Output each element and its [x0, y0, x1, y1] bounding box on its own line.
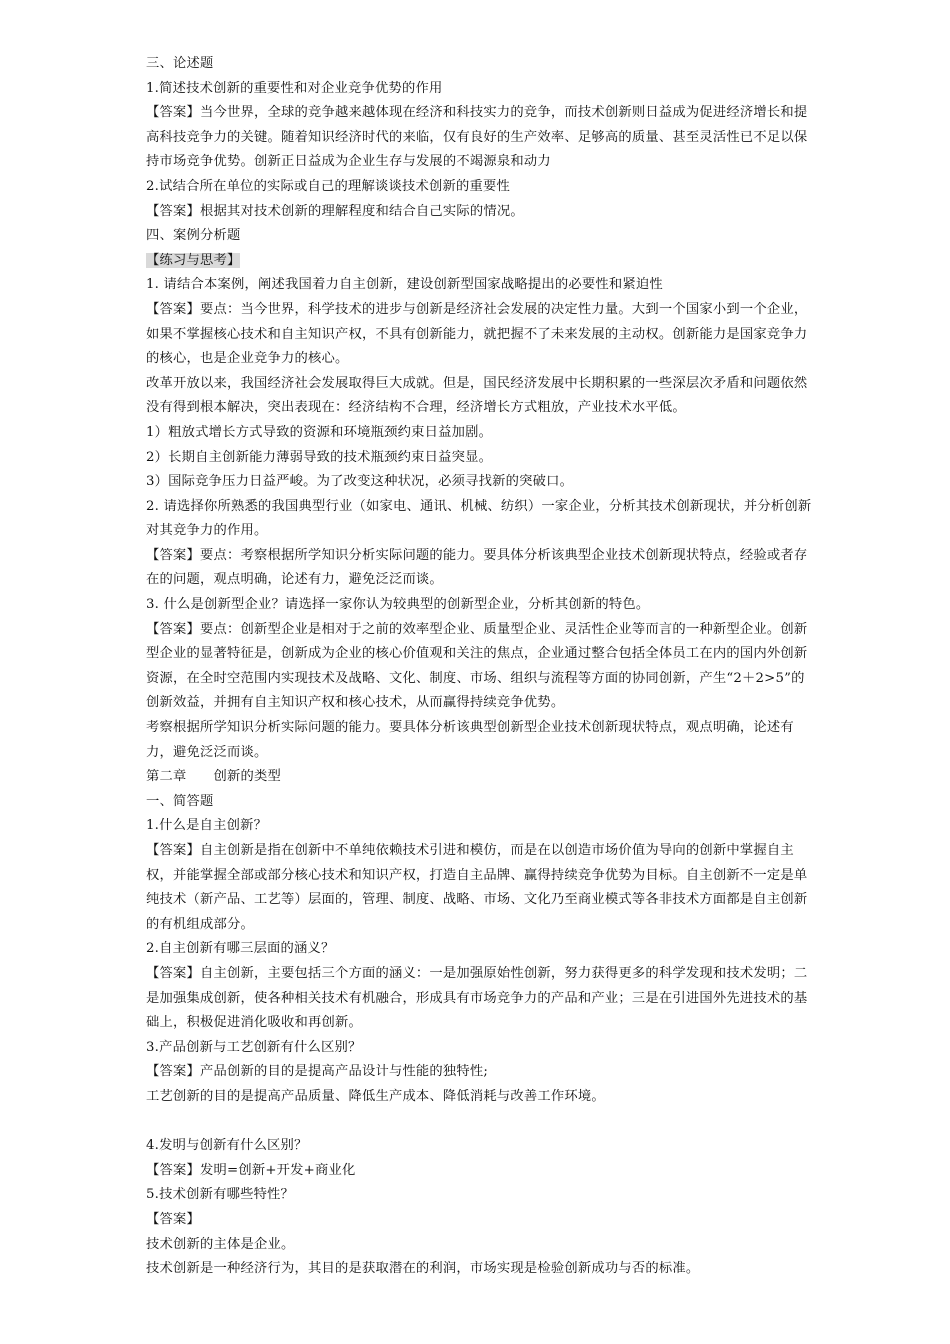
paragraph: 技术创新的主体是企业。: [146, 1236, 295, 1252]
question: 3. 什么是创新型企业？请选择一家你认为较典型的创新型企业，分析其创新的特色。: [146, 597, 650, 613]
list-item: 2）长期自主创新能力薄弱导致的技术瓶颈约束日益突显。: [146, 449, 493, 465]
paragraph: 考察根据所学知识分析实际问题的能力。要具体分析该典型创新型企业技术创新现状特点，观点明确，论述有力，避免泛泛而谈。: [146, 720, 794, 760]
question: 2.试结合所在单位的实际或自己的理解谈谈技术创新的重要性: [146, 178, 511, 194]
section-heading: 三、论述题: [146, 56, 214, 71]
answer: 【答案】发明=创新+开发+商业化: [146, 1162, 356, 1178]
list-item: 1）粗放式增长方式导致的资源和环境瓶颈约束日益加剧。: [146, 424, 493, 440]
answer: 【答案】自主创新，主要包括三个方面的涵义：一是加强原始性创新，努力获得更多的科学发现和技术发明；二是加强集成创新，使各种相关技术有机融合，形成具有市场竞争力的产品和产业；三是在引进国外先进技术的基础上，积极促进消化吸收和再创新。: [146, 965, 808, 1031]
answer: 【答案】产品创新的目的是提高产品设计与性能的独特性;: [146, 1064, 489, 1080]
paragraph: 工艺创新的目的是提高产品质量、降低生产成本、降低消耗与改善工作环境。: [146, 1088, 605, 1104]
question: 1.什么是自主创新？: [146, 818, 268, 834]
highlighted-label: 【练习与思考】: [146, 252, 241, 268]
paragraph: 改革开放以来，我国经济社会发展取得巨大成就。但是，国民经济发展中长期积累的一些深层次矛盾和问题依然没有得到根本解决，突出表现在：经济结构不合理，经济增长方式粗放，产业技术水平低。: [146, 375, 808, 416]
subsection-heading: [146, 249, 812, 274]
blank-line: [146, 1110, 812, 1135]
answer: 【答案】自主创新是指在创新中不单纯依赖技术引进和模仿，而是在以创造市场价值为导向的创新中掌握自主权，并能掌握全部或部分核心技术和知识产权，打造自主品牌、赢得持续竞争优势为目标。自主创新不一定是单纯技术（新产品、工艺等）层面的，管理、制度、战略、市场、文化乃至商业模式等各非技术方面都是自主创新的有机组成部分。: [146, 843, 808, 932]
question: 1. 请结合本案例，阐述我国着力自主创新，建设创新型国家战略提出的必要性和紧迫性: [146, 277, 663, 293]
question: 2.自主创新有哪三层面的涵义？: [146, 941, 335, 957]
chapter-heading: 第二章 创新的类型: [146, 769, 281, 785]
answer: 【答案】: [146, 1211, 200, 1227]
paragraph: 技术创新是一种经济行为，其目的是获取潜在的利润，市场实现是检验创新成功与否的标准。: [146, 1261, 700, 1277]
answer: 【答案】根据其对技术创新的理解程度和结合自己实际的情况。: [146, 203, 524, 219]
question: 4.发明与创新有什么区别？: [146, 1138, 308, 1154]
question: 1.简述技术创新的重要性和对企业竞争优势的作用: [146, 80, 443, 96]
question: 2. 请选择你所熟悉的我国典型行业（如家电、通讯、机械、纺织）一家企业，分析其技术创新现状，并分析创新对其竞争力的作用。: [146, 498, 812, 539]
question: 3.产品创新与工艺创新有什么区别？: [146, 1039, 362, 1055]
answer: 【答案】要点：当今世界，科学技术的进步与创新是经济社会发展的决定性力量。大到一个国家小到一个企业，如果不掌握核心技术和自主知识产权，不具有创新能力，就把握不了未来发展的主动权。创新能力是国家竞争力的核心，也是企业竞争力的核心。: [146, 301, 808, 367]
section-heading: 一、简答题: [146, 793, 214, 809]
list-item: 3）国际竞争压力日益严峻。为了改变这种状况，必须寻找新的突破口。: [146, 474, 574, 490]
section-heading: 四、案例分析题: [146, 228, 241, 244]
answer: 【答案】要点：考察根据所学知识分析实际问题的能力。要具体分析该典型企业技术创新现状特点，经验或者存在的问题，观点明确，论述有力，避免泛泛而谈。: [146, 547, 808, 588]
answer: 【答案】要点：创新型企业是相对于之前的效率型企业、质量型企业、灵活性企业等而言的一种新型企业。创新型企业的显著特征是，创新成为企业的核心价值观和关注的焦点，企业通过整合包括全体员工在内的国内外创新资源，在全时空范围内实现技术及战略、文化、制度、市场、组织与流程等方面的协同创新，产生“2＋2>5”的创新效益，并拥有自主知识产权和核心技术，从而赢得持续竞争优势。: [146, 621, 808, 711]
document-body: [146, 52, 812, 1282]
answer: 【答案】当今世界，全球的竞争越来越体现在经济和科技实力的竞争，而技术创新则日益成为促进经济增长和提高科技竞争力的关键。随着知识经济时代的来临，仅有良好的生产效率、足够高的质量、甚至灵活性已不足以保持市场竞争优势。创新正日益成为企业生存与发展的不竭源泉和动力: [146, 105, 808, 170]
question: 5.技术创新有哪些特性？: [146, 1187, 295, 1203]
